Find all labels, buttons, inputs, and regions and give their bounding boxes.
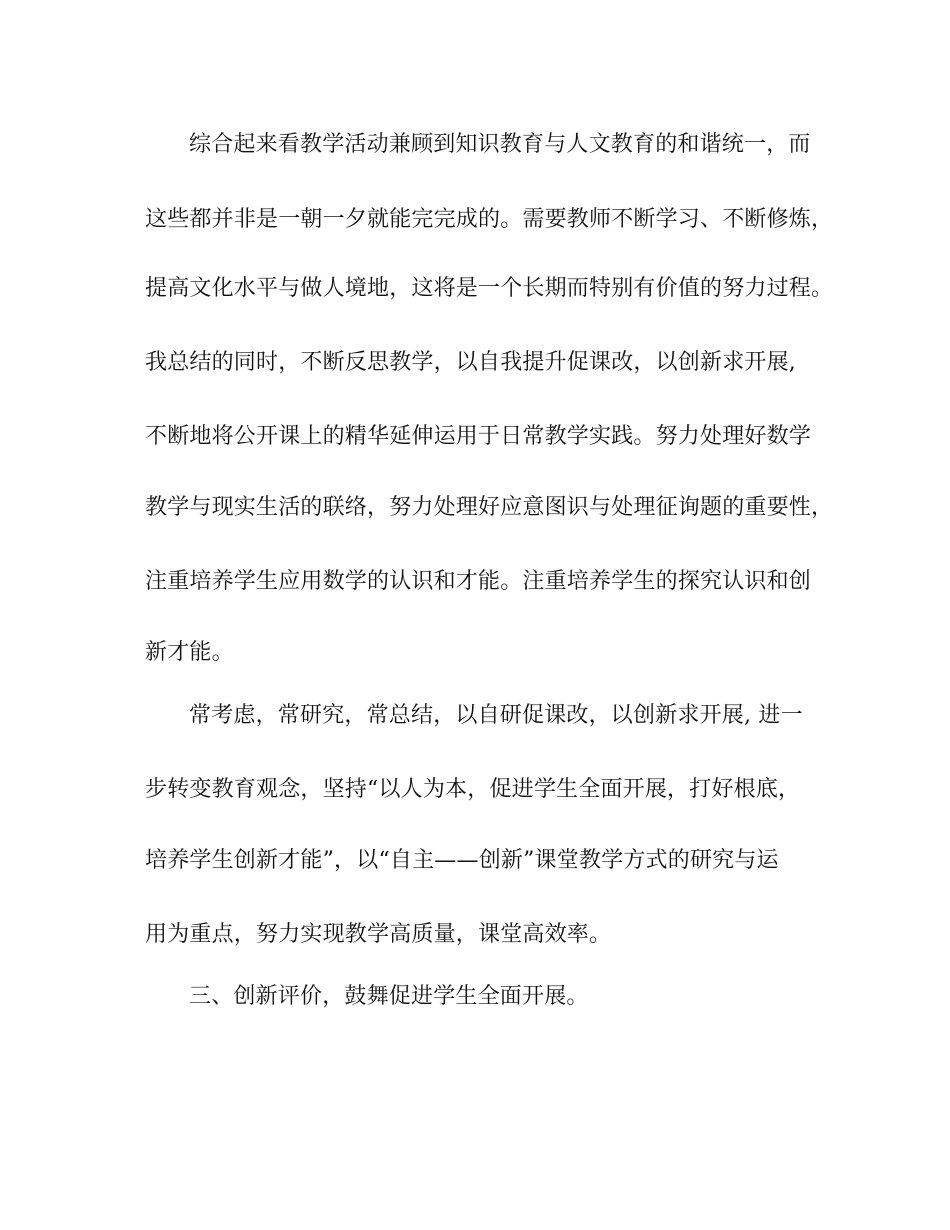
paragraph-1-line-6: 教学与现实生活的联络，努力处理好应意图识与处理征询题的重要性，: [145, 495, 834, 520]
paragraph-1-line-4: 我总结的同时，不断反思教学，以自我提升促课改，以创新求开展,: [145, 350, 796, 375]
paragraph-1-line-5: 不断地将公开课上的精华延伸运用于日常教学实践。努力处理好数学: [145, 424, 812, 449]
paragraph-1-line-7: 注重培养学生应用数学的认识和才能。注重培养学生的探究认识和创: [145, 569, 812, 594]
paragraph-1-line-1: 综合起来看教学活动兼顾到知识教育与人文教育的和谐统一，而: [189, 132, 811, 157]
section-heading-3: 三、创新评价，鼓舞促进学生全面开展。: [189, 984, 589, 1009]
paragraph-2-line-1: 常考虑，常研究，常总结，以自研促课改，以创新求开展, 进一: [189, 703, 803, 728]
paragraph-2-line-2: 步转变教育观念，坚持“以人为本，促进学生全面开展，打好根底，: [145, 777, 801, 802]
paragraph-1-line-2: 这些都并非是一朝一夕就能完完成的。需要教师不断学习、不断修炼，: [145, 207, 834, 232]
paragraph-2-line-3: 培养学生创新才能”，以“自主——创新”课堂教学方式的研究与运: [145, 848, 779, 873]
paragraph-1-line-8: 新才能。: [145, 640, 234, 665]
paragraph-1-line-3: 提高文化水平与做人境地，这将是一个长期而特别有价值的努力过程。: [145, 276, 834, 301]
paragraph-2-line-4: 用为重点，努力实现教学高质量，课堂高效率。: [145, 922, 612, 947]
